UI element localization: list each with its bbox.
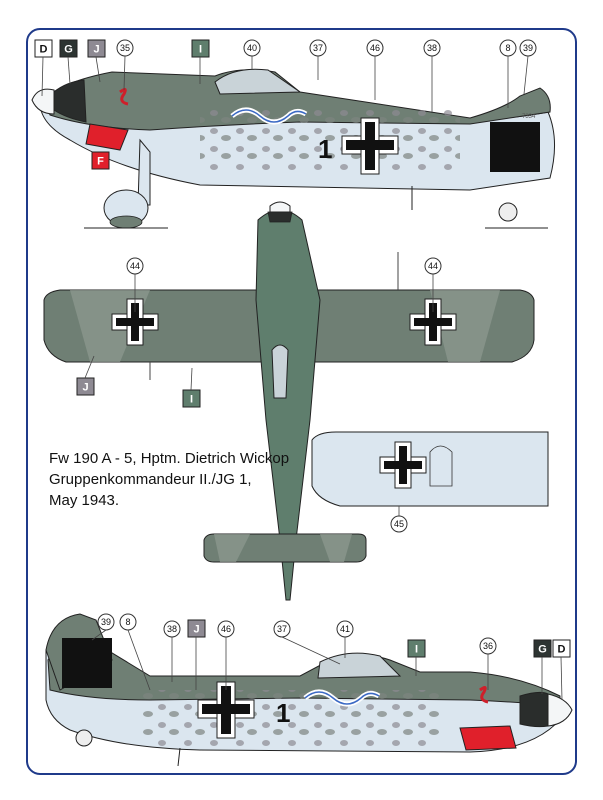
svg-text:44: 44 — [129, 261, 141, 271]
callouts-bottom — [98, 614, 496, 654]
callout-35-top — [117, 40, 133, 56]
svg-text:I: I — [189, 393, 194, 406]
callout-44-right — [425, 258, 441, 274]
svg-text:I: I — [414, 643, 419, 656]
tail-werknummer: 7334 — [522, 114, 536, 120]
svg-text:41: 41 — [339, 624, 351, 634]
callout-39-top — [520, 40, 536, 56]
color-box-g-bottom — [534, 640, 551, 657]
callout-46-bottom — [218, 621, 234, 637]
svg-text:38: 38 — [166, 624, 178, 634]
caption-line-1: Fw 190 A - 5, Hptm. Dietrich Wickop — [49, 450, 290, 467]
color-boxes-wing — [77, 378, 200, 407]
tail-censor-block-right — [62, 638, 112, 688]
spinner — [32, 89, 54, 114]
svg-text:8: 8 — [505, 43, 511, 53]
callout-45 — [391, 516, 407, 532]
svg-text:39: 39 — [522, 43, 534, 53]
antenna-mast-right — [178, 748, 180, 766]
aircraft-right-profile — [46, 614, 572, 766]
color-box-j-wing — [77, 378, 94, 395]
color-box-i-top — [192, 40, 209, 57]
callout-44-left — [127, 258, 143, 274]
svg-text:35: 35 — [119, 43, 131, 53]
tail-censor-block — [490, 122, 540, 172]
callout-36-bottom — [480, 638, 496, 654]
svg-text:44: 44 — [427, 261, 439, 271]
callout-8-top — [500, 40, 516, 56]
caption-line-2: Gruppenkommandeur II./JG 1, — [49, 471, 252, 488]
color-box-i-wing — [183, 390, 200, 407]
callout-37-top — [310, 40, 326, 56]
svg-text:37: 37 — [276, 624, 288, 634]
color-box-d-top — [35, 40, 52, 57]
callout-46-top — [367, 40, 383, 56]
color-box-j-bottom — [188, 620, 205, 637]
svg-text:G: G — [538, 643, 547, 656]
color-boxes-bottom — [188, 620, 570, 657]
svg-text:8: 8 — [125, 617, 131, 627]
svg-text:D: D — [557, 643, 566, 656]
caption-line-3: May 1943. — [49, 492, 120, 509]
svg-text:46: 46 — [220, 624, 232, 634]
color-box-i-bottom — [408, 640, 425, 657]
side-number: 1 — [318, 134, 333, 164]
svg-text:40: 40 — [246, 43, 258, 53]
svg-text:J: J — [193, 623, 200, 636]
callout-41-bottom — [337, 621, 353, 637]
svg-text:G: G — [64, 43, 73, 56]
svg-text:D: D — [39, 43, 48, 56]
main-tyre — [110, 216, 142, 228]
color-box-f — [92, 152, 109, 169]
color-box-j-top — [88, 40, 105, 57]
color-box-g-top — [60, 40, 77, 57]
color-box-d-bottom — [553, 640, 570, 657]
callouts-top — [117, 40, 536, 56]
callout-8-bottom — [120, 614, 136, 630]
callout-37-bottom — [274, 621, 290, 637]
svg-text:45: 45 — [393, 519, 405, 529]
callout-38-bottom — [164, 621, 180, 637]
spinner-plan — [270, 202, 290, 212]
svg-text:46: 46 — [369, 43, 381, 53]
aircraft-plan-view — [44, 202, 534, 600]
aircraft-left-profile — [32, 69, 555, 228]
svg-text:36: 36 — [482, 641, 494, 651]
cowling-ring-right — [520, 692, 548, 726]
canopy-plan — [272, 345, 288, 398]
side-number-right: 1 — [276, 698, 291, 728]
svg-text:39: 39 — [100, 617, 112, 627]
wing-underside-detail — [312, 432, 548, 516]
red-underside-panel-right — [460, 726, 516, 750]
canopy-right — [318, 653, 400, 678]
svg-text:F: F — [97, 155, 104, 168]
svg-text:J: J — [82, 381, 89, 394]
tail-wheel — [499, 203, 517, 221]
tail-wheel-right — [76, 730, 92, 746]
aircraft-caption — [49, 448, 289, 511]
svg-text:I: I — [198, 43, 203, 56]
svg-text:J: J — [93, 43, 100, 56]
cowling-plan — [268, 212, 292, 222]
spinner-right — [548, 694, 572, 726]
svg-text:37: 37 — [312, 43, 324, 53]
callout-40-top — [244, 40, 260, 56]
svg-text:38: 38 — [426, 43, 438, 53]
callout-39-bottom — [98, 614, 114, 630]
callout-38-top — [424, 40, 440, 56]
